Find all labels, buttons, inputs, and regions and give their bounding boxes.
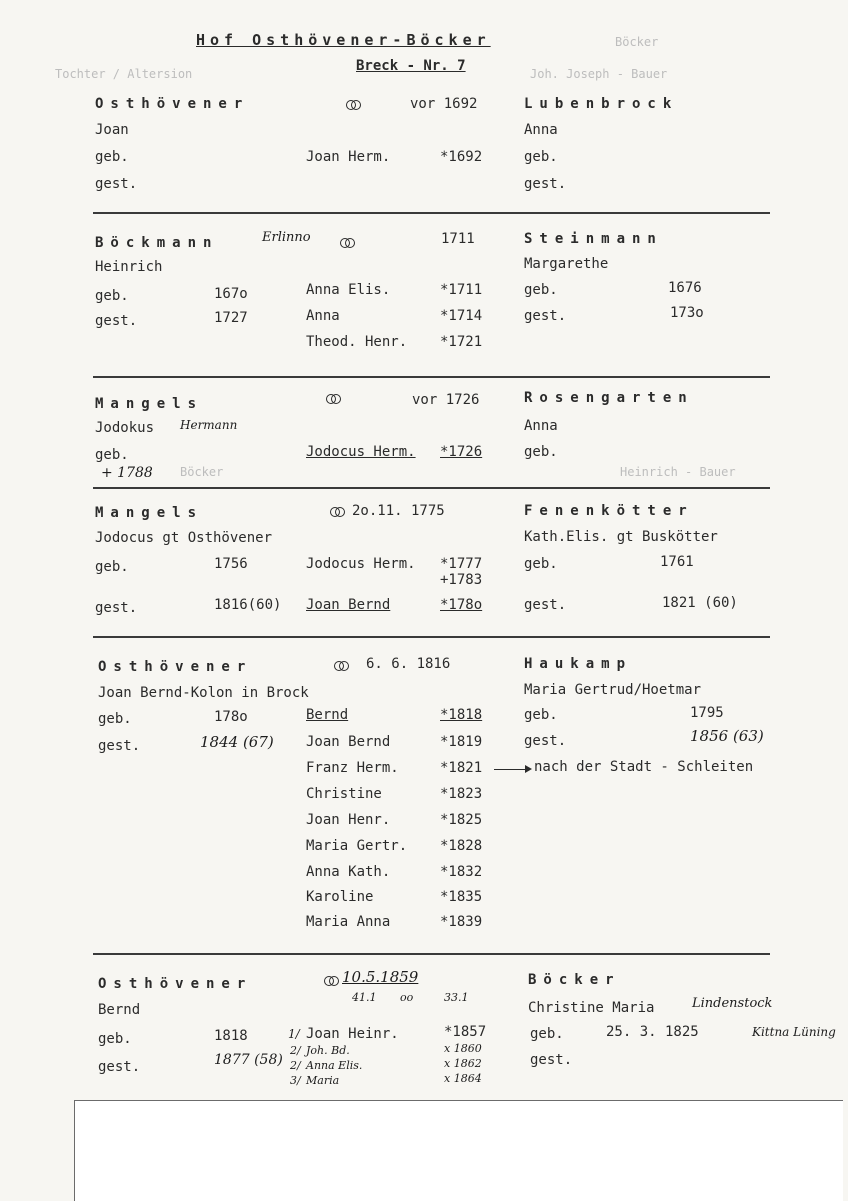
died-label: gest. — [524, 733, 567, 749]
child-birth-year: *1726 — [440, 444, 483, 460]
child-note: nach der Stadt - Schleiten — [534, 759, 754, 775]
child-birth-year: x 1864 — [444, 1072, 482, 1085]
husband-given-name: Jodocus gt Osthövener — [95, 530, 273, 546]
arrow-right-icon — [494, 769, 530, 770]
child-name: Jodocus Herm. — [306, 556, 416, 572]
child-birth-year: *1777 — [440, 556, 483, 572]
marriage-date: 2o.11. 1775 — [352, 503, 445, 519]
child-birth-year: *1828 — [440, 838, 483, 854]
marriage-rings-icon — [326, 394, 340, 404]
child-name: Maria Gertr. — [306, 838, 408, 854]
child-birth-year: *1721 — [440, 334, 483, 350]
wife-given-name: Maria Gertrud/Hoetmar — [524, 682, 702, 698]
child-birth-year: *1821 — [440, 760, 483, 776]
ghost-text: Böcker — [180, 465, 224, 479]
wife-surname: Rosengarten — [524, 390, 694, 406]
born-label: geb. — [524, 282, 558, 298]
husband-given-name: Heinrich — [95, 259, 163, 275]
wife-surname: Böcker — [528, 972, 621, 988]
wife-birth-year: 1676 — [668, 280, 702, 296]
husband-surname: Böckmann — [95, 235, 219, 251]
child-name: Joan Herm. — [306, 149, 391, 165]
marriage-date: vor 1692 — [410, 96, 478, 112]
marriage-note: 33.1 — [444, 991, 469, 1004]
died-label: gest. — [95, 600, 138, 616]
child-prefix: 1/ — [288, 1027, 300, 1041]
section-divider — [93, 953, 770, 955]
handwritten-note: Erlinno — [262, 230, 311, 245]
section-divider — [93, 636, 770, 638]
husband-surname: Mangels — [95, 505, 204, 521]
ghost-text: Tochter / Altersion — [55, 67, 193, 81]
wife-birth-year: 1795 — [690, 705, 724, 721]
died-label: gest. — [95, 176, 138, 192]
child-prefix: 3/ — [290, 1074, 301, 1087]
born-label: geb. — [530, 1026, 564, 1042]
husband-death-year: 1877 (58) — [214, 1052, 283, 1068]
ghost-text: Böcker — [615, 35, 659, 49]
died-label: gest. — [98, 738, 141, 754]
child-birth-year: *1825 — [440, 812, 483, 828]
child-name: Anna Elis. — [306, 1059, 363, 1072]
husband-birth-year: 1756 — [214, 556, 248, 572]
wife-surname: Steinmann — [524, 231, 663, 247]
child-name: Theod. Henr. — [306, 334, 408, 350]
born-label: geb. — [98, 711, 132, 727]
child-birth-year: x 1860 — [444, 1042, 482, 1055]
marriage-note: 41.1 — [352, 991, 377, 1004]
marriage-rings-icon — [340, 238, 354, 248]
wife-birth-date: 25. 3. 1825 — [606, 1024, 699, 1040]
husband-surname: Osthövener — [98, 976, 253, 992]
born-label: geb. — [524, 707, 558, 723]
blank-scan-area — [74, 1100, 843, 1201]
wife-death-year: 1856 (63) — [690, 727, 764, 745]
wife-death-year: 1821 (60) — [662, 595, 738, 611]
marriage-rings-icon — [324, 976, 338, 986]
marriage-date: vor 1726 — [412, 392, 480, 408]
child-prefix: 2/ — [290, 1044, 301, 1057]
wife-surname: Fenenkötter — [524, 503, 694, 519]
child-name: Joan Heinr. — [306, 1026, 399, 1042]
child-birth-year: x 1862 — [444, 1057, 482, 1070]
section-divider — [93, 487, 770, 489]
husband-given-name: Joan Bernd-Kolon in Brock — [98, 685, 309, 701]
wife-surname: Haukamp — [524, 656, 633, 672]
handwritten-note: Kittna Lüning — [752, 1025, 836, 1039]
child-name: Maria Anna — [306, 914, 391, 930]
child-birth-year: *1835 — [440, 889, 483, 905]
ghost-text: Heinrich - Bauer — [620, 465, 736, 479]
wife-given-name: Margarethe — [524, 256, 609, 272]
died-label: gest. — [98, 1059, 141, 1075]
child-birth-year: *1832 — [440, 864, 483, 880]
child-name: Joan Bernd — [306, 734, 391, 750]
marriage-rings-icon — [334, 661, 348, 671]
child-birth-year: *1819 — [440, 734, 483, 750]
wife-given-name: Kath.Elis. gt Buskötter — [524, 529, 718, 545]
husband-surname: Mangels — [95, 396, 204, 412]
marriage-rings-icon — [330, 507, 344, 517]
husband-death-year: 1844 (67) — [200, 733, 274, 751]
wife-birth-year: 1761 — [660, 554, 694, 570]
born-label: geb. — [524, 556, 558, 572]
wife-death-year: 173o — [670, 305, 704, 321]
wife-given-name: Anna — [524, 122, 558, 138]
child-name: Joh. Bd. — [306, 1044, 350, 1057]
child-birth-year: *178o — [440, 597, 483, 613]
husband-surname: Osthövener — [95, 96, 250, 112]
child-death-year: +1783 — [440, 572, 483, 588]
child-name: Joan Henr. — [306, 812, 391, 828]
born-label: geb. — [524, 149, 558, 165]
died-label: gest. — [95, 313, 138, 329]
child-name: Bernd — [306, 707, 349, 723]
child-prefix: 2/ — [290, 1059, 301, 1072]
wife-surname: Lubenbrock — [524, 96, 679, 112]
born-label: geb. — [524, 444, 558, 460]
husband-given-name: Jodokus — [95, 420, 155, 436]
child-name: Jodocus Herm. — [306, 444, 416, 460]
handwritten-note: Hermann — [180, 418, 238, 432]
husband-birth-year: 167o — [214, 286, 248, 302]
child-name: Anna — [306, 308, 340, 324]
husband-birth-year: 178o — [214, 709, 248, 725]
child-name: Anna Elis. — [306, 282, 391, 298]
page-subtitle: Breck - Nr. 7 — [356, 58, 466, 74]
child-name: Anna Kath. — [306, 864, 391, 880]
section-divider — [93, 376, 770, 378]
husband-death-year: 1816(60) — [214, 597, 282, 613]
page-title: Hof Osthövener-Böcker — [196, 31, 491, 49]
husband-birth-year: 1818 — [214, 1028, 248, 1044]
marriage-date: 10.5.1859 — [342, 968, 419, 986]
husband-death-year: 1727 — [214, 310, 248, 326]
child-birth-year: *1711 — [440, 282, 483, 298]
husband-surname: Osthövener — [98, 659, 253, 675]
died-label: gest. — [524, 176, 567, 192]
section-divider — [93, 212, 770, 214]
born-label: geb. — [95, 447, 129, 463]
child-birth-year: *1692 — [440, 149, 483, 165]
died-label: gest. — [524, 308, 567, 324]
child-name: Joan Bernd — [306, 597, 391, 613]
marriage-rings-icon — [346, 100, 360, 110]
child-name: Karoline — [306, 889, 374, 905]
ghost-text: Joh. Joseph - Bauer — [530, 67, 668, 81]
child-birth-year: *1714 — [440, 308, 483, 324]
child-birth-year: *1823 — [440, 786, 483, 802]
handwritten-note: Lindenstock — [692, 996, 773, 1011]
born-label: geb. — [98, 1031, 132, 1047]
died-label: gest. — [530, 1052, 573, 1068]
husband-given-name: Joan — [95, 122, 129, 138]
born-label: geb. — [95, 149, 129, 165]
marriage-date: 6. 6. 1816 — [366, 656, 451, 672]
born-label: geb. — [95, 288, 129, 304]
marriage-date: 1711 — [441, 231, 475, 247]
born-label: geb. — [95, 559, 129, 575]
marriage-note: oo — [400, 991, 414, 1004]
child-name: Franz Herm. — [306, 760, 399, 776]
wife-given-name: Christine Maria — [528, 1000, 655, 1016]
child-name: Christine — [306, 786, 382, 802]
child-birth-year: *1857 — [444, 1024, 487, 1040]
wife-given-name: Anna — [524, 418, 558, 434]
child-birth-year: *1818 — [440, 707, 483, 723]
husband-death-note: + 1788 — [101, 465, 153, 481]
died-label: gest. — [524, 597, 567, 613]
child-birth-year: *1839 — [440, 914, 483, 930]
child-name: Maria — [306, 1074, 340, 1087]
husband-given-name: Bernd — [98, 1002, 141, 1018]
